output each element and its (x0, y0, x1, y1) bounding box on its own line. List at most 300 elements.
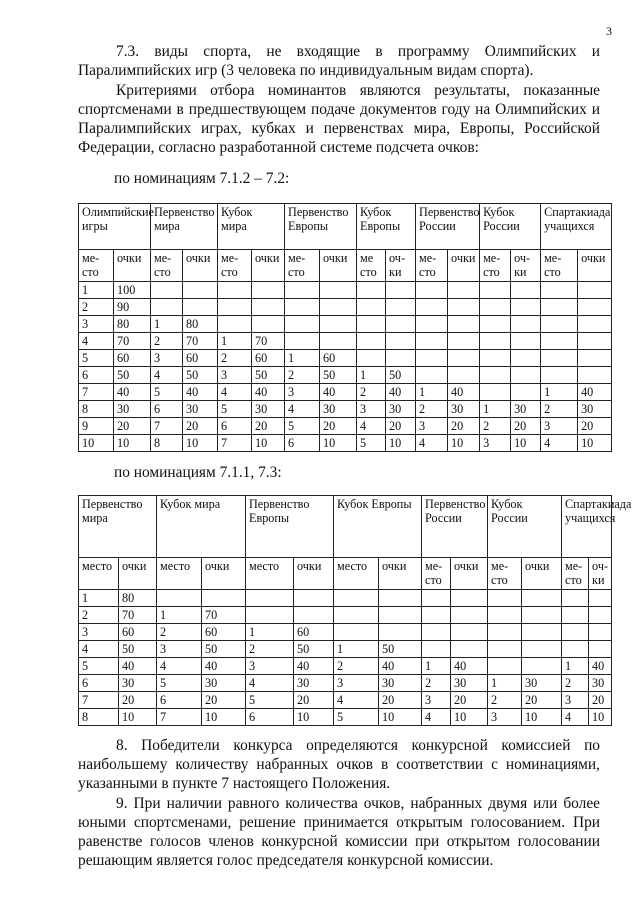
table-cell: 10 (379, 709, 422, 726)
table-cell: 30 (114, 401, 151, 418)
table-cell: 7 (218, 435, 252, 452)
table-cell (320, 333, 357, 350)
table-cell: 10 (202, 709, 246, 726)
table-cell (218, 316, 252, 333)
table-cell: 7 (151, 418, 183, 435)
table-cell: 2 (488, 692, 522, 709)
table-cell (183, 282, 218, 299)
table-cell: 70 (183, 333, 218, 350)
table-cell (246, 607, 294, 624)
table-cell: 20 (448, 418, 480, 435)
table-cell: 40 (119, 658, 157, 675)
table-cell (386, 299, 416, 316)
table-cell: 8 (79, 401, 114, 418)
table-cell: 4 (334, 692, 379, 709)
table-row (79, 658, 612, 675)
table-cell (511, 282, 541, 299)
table-cell: 40 (183, 384, 218, 401)
table-cell: 2 (79, 607, 119, 624)
table-cell (252, 316, 285, 333)
table-cell: 60 (202, 624, 246, 641)
table-cell: 4 (416, 435, 448, 452)
table-cell (285, 316, 320, 333)
table-cell: 4 (218, 384, 252, 401)
table-cell (422, 590, 451, 607)
table-cell: 50 (320, 367, 357, 384)
sub-header: очки (451, 558, 488, 590)
table-cell: 1 (488, 675, 522, 692)
table-cell: 70 (252, 333, 285, 350)
table-cell (562, 590, 589, 607)
table-cell: 3 (562, 692, 589, 709)
group-header: Первенство мира (151, 204, 218, 250)
table-cell (252, 282, 285, 299)
sub-header: место (488, 558, 522, 590)
table-cell: 6 (79, 675, 119, 692)
table-cell: 30 (294, 675, 334, 692)
paragraph-9: 9. При наличии равного количества очков, набранных двумя или более юными спортсменами, решение принимается открытым голосованием. При равенстве голосов членов конкурсной комиссии при открытом голосовании решающим является голос председателя конкурсной комиссии. (78, 795, 600, 869)
table-cell: 2 (151, 333, 183, 350)
table-cell (246, 590, 294, 607)
table-cell (480, 316, 511, 333)
table-cell: 4 (157, 658, 202, 675)
sub-header: место (422, 558, 451, 590)
table-cell (448, 367, 480, 384)
table-cell: 2 (285, 367, 320, 384)
table-cell (422, 641, 451, 658)
group-header: Кубок России (488, 496, 562, 558)
table-cell: 2 (416, 401, 448, 418)
sub-header: очки (320, 250, 357, 282)
table-cell: 7 (79, 692, 119, 709)
sub-header: место (246, 558, 294, 590)
table-cell: 60 (320, 350, 357, 367)
group-header: Первенство Европы (285, 204, 357, 250)
table-cell: 80 (119, 590, 157, 607)
sub-header: место (562, 558, 589, 590)
table-cell (480, 333, 511, 350)
table-row (79, 709, 612, 726)
sub-header: очки (114, 250, 151, 282)
table-cell (541, 316, 578, 333)
table-row (79, 384, 612, 401)
table-cell: 3 (157, 641, 202, 658)
table-cell: 40 (320, 384, 357, 401)
table-row (79, 316, 612, 333)
table-cell (488, 607, 522, 624)
table-cell: 3 (480, 435, 511, 452)
table-row (79, 435, 612, 452)
table-cell: 2 (562, 675, 589, 692)
table-cell: 30 (522, 675, 562, 692)
table-cell: 1 (541, 384, 578, 401)
table-cell: 2 (334, 658, 379, 675)
sub-header: место (79, 558, 119, 590)
table-cell (379, 624, 422, 641)
table-cell (511, 384, 541, 401)
paragraph-7-3: 7.3. виды спорта, не входящие в программу Олимпийских и Паралимпийских игр (3 человека по индивидуальным видам спорта). (78, 43, 600, 79)
table-cell (448, 282, 480, 299)
table-cell (448, 299, 480, 316)
table-cell: 5 (79, 658, 119, 675)
table-cell: 4 (285, 401, 320, 418)
table-cell (578, 299, 612, 316)
table-cell: 7 (157, 709, 202, 726)
table-cell (541, 333, 578, 350)
table-cell (320, 299, 357, 316)
table-cell: 40 (379, 658, 422, 675)
table-cell: 80 (114, 316, 151, 333)
table-cell (589, 590, 612, 607)
sub-header: очки (511, 250, 541, 282)
table-cell: 30 (379, 675, 422, 692)
table-cell (488, 624, 522, 641)
table-cell (511, 350, 541, 367)
table-cell: 6 (285, 435, 320, 452)
table-cell: 2 (157, 624, 202, 641)
table-cell (562, 624, 589, 641)
sub-header: очки (578, 250, 612, 282)
table-cell: 3 (79, 316, 114, 333)
table-cell: 30 (386, 401, 416, 418)
table-cell (541, 367, 578, 384)
table-cell: 10 (522, 709, 562, 726)
table-cell: 10 (448, 435, 480, 452)
table-cell (183, 299, 218, 316)
table-cell (589, 641, 612, 658)
group-header: Олимпийские игры (79, 204, 151, 250)
table-row (79, 418, 612, 435)
sub-header: очки (379, 558, 422, 590)
table-cell (480, 299, 511, 316)
group-header: Кубок Европы (357, 204, 416, 250)
table-cell: 40 (252, 384, 285, 401)
table-cell (451, 590, 488, 607)
table-cell (357, 316, 386, 333)
table-cell: 20 (511, 418, 541, 435)
table-cell (541, 299, 578, 316)
table-cell: 1 (157, 607, 202, 624)
table-cell: 1 (285, 350, 320, 367)
table-cell: 4 (422, 709, 451, 726)
table-cell (511, 333, 541, 350)
table-cell: 20 (252, 418, 285, 435)
table-cell: 10 (79, 435, 114, 452)
table-row (79, 675, 612, 692)
table-cell: 1 (416, 384, 448, 401)
table-cell: 90 (114, 299, 151, 316)
group-header: Первенство мира (79, 496, 157, 558)
table-cell: 6 (218, 418, 252, 435)
table-cell (448, 333, 480, 350)
table-cell (386, 316, 416, 333)
table-cell: 6 (157, 692, 202, 709)
sub-header: очки (202, 558, 246, 590)
table-row (79, 607, 612, 624)
table-cell: 40 (386, 384, 416, 401)
table-cell (151, 299, 183, 316)
points-table-1 (78, 203, 612, 452)
sub-header: очки (294, 558, 334, 590)
group-header: Спартакиада учащихся (562, 496, 612, 558)
table-cell (522, 658, 562, 675)
table-cell: 20 (114, 418, 151, 435)
sub-header: место (285, 250, 320, 282)
table-cell (218, 299, 252, 316)
table-cell: 30 (320, 401, 357, 418)
table-cell: 7 (79, 384, 114, 401)
table-cell (202, 590, 246, 607)
table-row (79, 624, 612, 641)
table-cell: 3 (79, 624, 119, 641)
table-cell: 2 (422, 675, 451, 692)
table-cell: 6 (246, 709, 294, 726)
sub-header: место (157, 558, 202, 590)
table-cell (320, 316, 357, 333)
table-cell (480, 367, 511, 384)
table-cell: 60 (252, 350, 285, 367)
table-cell: 20 (451, 692, 488, 709)
table-cell: 4 (151, 367, 183, 384)
table-cell: 20 (522, 692, 562, 709)
table-cell (416, 299, 448, 316)
table-cell: 4 (541, 435, 578, 452)
table-cell: 60 (183, 350, 218, 367)
table-row (79, 367, 612, 384)
table-cell: 3 (357, 401, 386, 418)
table-cell: 1 (357, 367, 386, 384)
table-cell: 70 (202, 607, 246, 624)
sub-header: место (334, 558, 379, 590)
sub-header: очки (589, 558, 612, 590)
table-cell (386, 350, 416, 367)
table-cell: 40 (114, 384, 151, 401)
table-cell (578, 350, 612, 367)
table-cell (334, 624, 379, 641)
table-cell (285, 333, 320, 350)
table-cell (294, 590, 334, 607)
table-cell: 1 (79, 590, 119, 607)
table-cell: 30 (252, 401, 285, 418)
table-cell: 50 (294, 641, 334, 658)
table-cell (218, 282, 252, 299)
table-cell (589, 607, 612, 624)
table-cell: 3 (334, 675, 379, 692)
table-cell (416, 316, 448, 333)
table-cell: 1 (79, 282, 114, 299)
table-cell: 20 (386, 418, 416, 435)
table-cell: 50 (252, 367, 285, 384)
table-cell: 2 (480, 418, 511, 435)
table-row (79, 401, 612, 418)
paragraph-criteria: Критериями отбора номинантов являются результаты, показанные спортсменами в предшествующем подаче документов году на Олимпийских и Паралимпийских играх, кубках и первенствах мира, Европы, Российской Федерации, согласно разработанной системе подсчета очков: (78, 82, 600, 156)
table-cell: 20 (578, 418, 612, 435)
table-cell: 3 (151, 350, 183, 367)
sub-header: место (151, 250, 183, 282)
table-cell (451, 641, 488, 658)
table-cell: 1 (151, 316, 183, 333)
group-header: Первенство Европы (246, 496, 334, 558)
table-cell: 5 (218, 401, 252, 418)
table-cell: 10 (511, 435, 541, 452)
table-cell: 20 (202, 692, 246, 709)
table-cell: 9 (79, 418, 114, 435)
page-number: 3 (606, 24, 612, 38)
table-cell (578, 367, 612, 384)
paragraph-8: 8. Победители конкурса определяются конкурсной комиссией по наибольшему количеству набранных очков в соответствии с номинациями, указанными в пункте 7 настоящего Положения. (78, 737, 600, 792)
table-row (79, 641, 612, 658)
table-cell: 4 (246, 675, 294, 692)
table-cell (422, 624, 451, 641)
table-row (79, 282, 612, 299)
table-cell: 20 (119, 692, 157, 709)
table-cell: 1 (480, 401, 511, 418)
table-row (79, 590, 612, 607)
table-cell: 10 (183, 435, 218, 452)
sub-header: очки (522, 558, 562, 590)
table-cell: 4 (357, 418, 386, 435)
table-cell (480, 350, 511, 367)
sub-header: очки (386, 250, 416, 282)
table-cell: 20 (379, 692, 422, 709)
table-cell (386, 333, 416, 350)
table-cell (285, 282, 320, 299)
table-cell (416, 350, 448, 367)
table-cell (334, 607, 379, 624)
sub-header: место (416, 250, 448, 282)
sub-header: очки (119, 558, 157, 590)
table-cell (252, 299, 285, 316)
sub-header: место (480, 250, 511, 282)
table-cell: 4 (79, 333, 114, 350)
table-cell: 70 (119, 607, 157, 624)
table-cell (157, 590, 202, 607)
table-cell: 20 (589, 692, 612, 709)
table-cell (511, 316, 541, 333)
table-cell (578, 333, 612, 350)
table-cell: 8 (151, 435, 183, 452)
table-cell (511, 367, 541, 384)
table-cell: 3 (541, 418, 578, 435)
table-row (79, 299, 612, 316)
table-cell: 50 (114, 367, 151, 384)
table-cell (386, 282, 416, 299)
nomination-heading-2: по номинациям 7.1.1, 7.3: (114, 464, 282, 481)
table-cell (522, 624, 562, 641)
table-cell: 50 (183, 367, 218, 384)
table-cell: 1 (334, 641, 379, 658)
group-header: Первенство России (422, 496, 488, 558)
table-cell: 50 (379, 641, 422, 658)
table-row (79, 692, 612, 709)
table-cell: 3 (285, 384, 320, 401)
table-cell: 2 (218, 350, 252, 367)
table-cell (488, 641, 522, 658)
sub-header: ме сто (357, 250, 386, 282)
table-cell (589, 624, 612, 641)
group-header: Спартакиада учащихся (541, 204, 612, 250)
table-cell (451, 624, 488, 641)
table-cell (488, 658, 522, 675)
sub-header: очки (252, 250, 285, 282)
nomination-heading-1: по номинациям 7.1.2 – 7.2: (114, 170, 290, 187)
table-cell: 5 (79, 350, 114, 367)
table-cell (480, 384, 511, 401)
table-cell (511, 299, 541, 316)
table-cell (522, 607, 562, 624)
table-cell (294, 607, 334, 624)
sub-header: место (79, 250, 114, 282)
table-cell: 40 (578, 384, 612, 401)
group-header: Кубок мира (157, 496, 246, 558)
table-row (79, 333, 612, 350)
table-cell: 30 (578, 401, 612, 418)
table-cell: 4 (79, 641, 119, 658)
table-cell: 10 (451, 709, 488, 726)
table-cell (357, 282, 386, 299)
table-cell: 40 (589, 658, 612, 675)
sub-header: место (218, 250, 252, 282)
table-cell (480, 282, 511, 299)
table-cell: 30 (589, 675, 612, 692)
table-cell: 6 (151, 401, 183, 418)
table-cell: 2 (541, 401, 578, 418)
table-cell: 20 (183, 418, 218, 435)
table-cell: 3 (218, 367, 252, 384)
table-cell: 20 (320, 418, 357, 435)
table-cell: 10 (294, 709, 334, 726)
group-header: Кубок Европы (334, 496, 422, 558)
table-cell: 30 (448, 401, 480, 418)
table-cell: 4 (562, 709, 589, 726)
table-cell (562, 641, 589, 658)
table-cell: 10 (114, 435, 151, 452)
table-cell: 50 (386, 367, 416, 384)
table-cell: 40 (202, 658, 246, 675)
table-cell (448, 316, 480, 333)
table-cell: 20 (294, 692, 334, 709)
table-cell (422, 607, 451, 624)
table-cell (379, 590, 422, 607)
table-cell: 30 (511, 401, 541, 418)
table-cell: 10 (119, 709, 157, 726)
table-cell: 40 (294, 658, 334, 675)
table-cell (451, 607, 488, 624)
table-cell (448, 350, 480, 367)
sub-header: место (541, 250, 578, 282)
table-cell: 10 (578, 435, 612, 452)
table-cell: 2 (246, 641, 294, 658)
table-cell: 100 (114, 282, 151, 299)
table-cell: 5 (334, 709, 379, 726)
table-cell: 60 (119, 624, 157, 641)
table-cell: 3 (422, 692, 451, 709)
table-cell: 30 (183, 401, 218, 418)
table-cell (357, 350, 386, 367)
table-cell (541, 350, 578, 367)
table-cell (578, 282, 612, 299)
table-cell: 8 (79, 709, 119, 726)
sub-header: очки (448, 250, 480, 282)
table-cell: 30 (451, 675, 488, 692)
group-header: Первенство России (416, 204, 480, 250)
table-cell (151, 282, 183, 299)
table-cell: 5 (285, 418, 320, 435)
table-cell: 1 (246, 624, 294, 641)
table-cell (562, 607, 589, 624)
table-cell (416, 333, 448, 350)
table-cell: 60 (294, 624, 334, 641)
